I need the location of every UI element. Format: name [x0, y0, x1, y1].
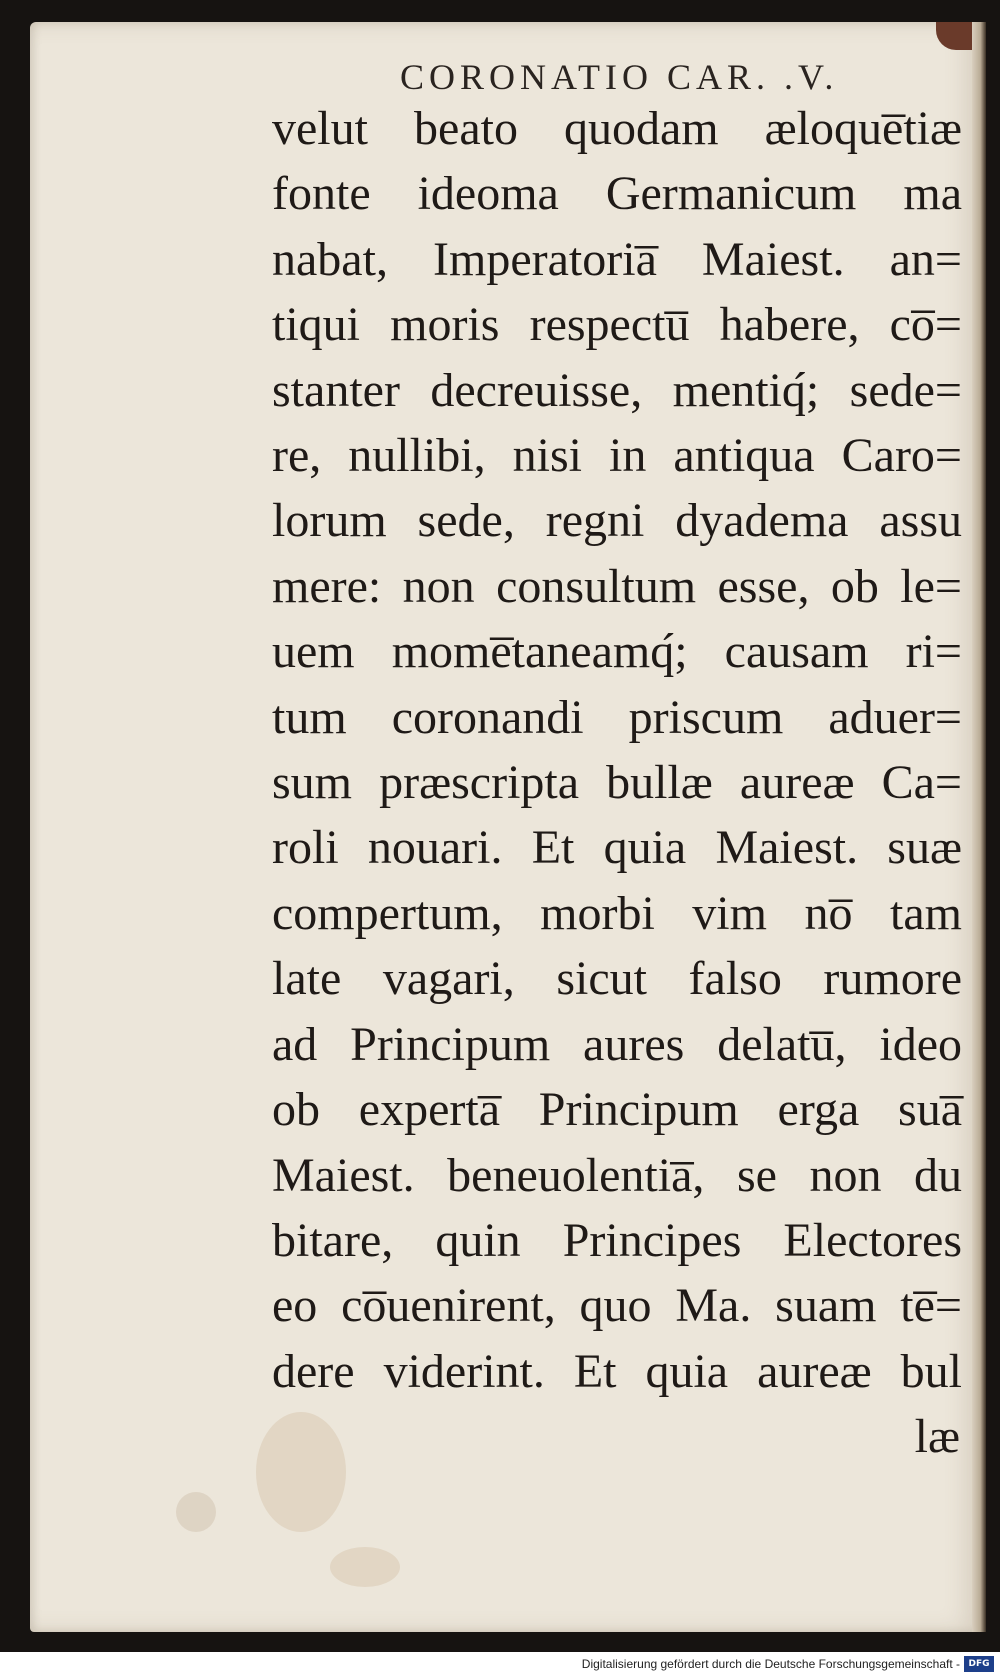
text-block — [272, 96, 962, 1470]
text-line: Maiest. beneuolentia̅, se non du — [272, 1148, 962, 1202]
page-edge — [972, 22, 986, 1632]
water-stain — [330, 1547, 400, 1587]
running-head: CORONATIO CAR. .V. — [400, 57, 839, 97]
text-line: fonte ideoma Germanicum ma — [272, 167, 962, 221]
text-line: sum præscripta bullæ aureæ Ca= — [272, 756, 962, 810]
text-line: ad Principum aures delatu̅, ideo — [272, 1017, 962, 1071]
text-line: velut beato quodam æloque̅tiæ — [272, 102, 962, 155]
text-line: lorum sede, regni dyadema assu — [272, 494, 962, 548]
text-line: compertum, morbi vim no̅ tam — [272, 886, 962, 940]
text-line: tiqui moris respectu̅ habere, co̅= — [272, 298, 962, 352]
text-line: ob experta̅ Principum erga sua̅ — [272, 1083, 962, 1137]
funding-credit: Digitalisierung gefördert durch die Deutsche Forschungsgemeinschaft - — [581, 1657, 960, 1671]
text-line: dere viderint. Et quia aureæ bul — [272, 1344, 962, 1398]
dfg-logo: DFG — [964, 1656, 994, 1672]
text-line: re, nullibi, nisi in antiqua Caro= — [272, 429, 962, 483]
catchword: læ — [914, 1410, 960, 1464]
water-stain — [176, 1492, 216, 1532]
text-line: eo co̅uenirent, quo Ma. suam te̅= — [272, 1279, 962, 1333]
text-line: stanter decreuisse, mentiq́; sede= — [272, 363, 962, 417]
digitization-footer — [0, 1652, 1000, 1678]
text-line: roli nouari. Et quia Maiest. suæ — [272, 821, 962, 875]
text-line: nabat, Imperatoria̅ Maiest. an= — [272, 232, 962, 286]
text-line: mere: non consultum esse, ob le= — [272, 559, 962, 613]
text-line: uem mome̅taneamq́; causam ri= — [272, 625, 962, 679]
text-line: tum coronandi priscum aduer= — [272, 690, 962, 744]
text-line: bitare, quin Principes Electores — [272, 1213, 962, 1267]
text-line: late vagari, sicut falso rumore — [272, 952, 962, 1006]
